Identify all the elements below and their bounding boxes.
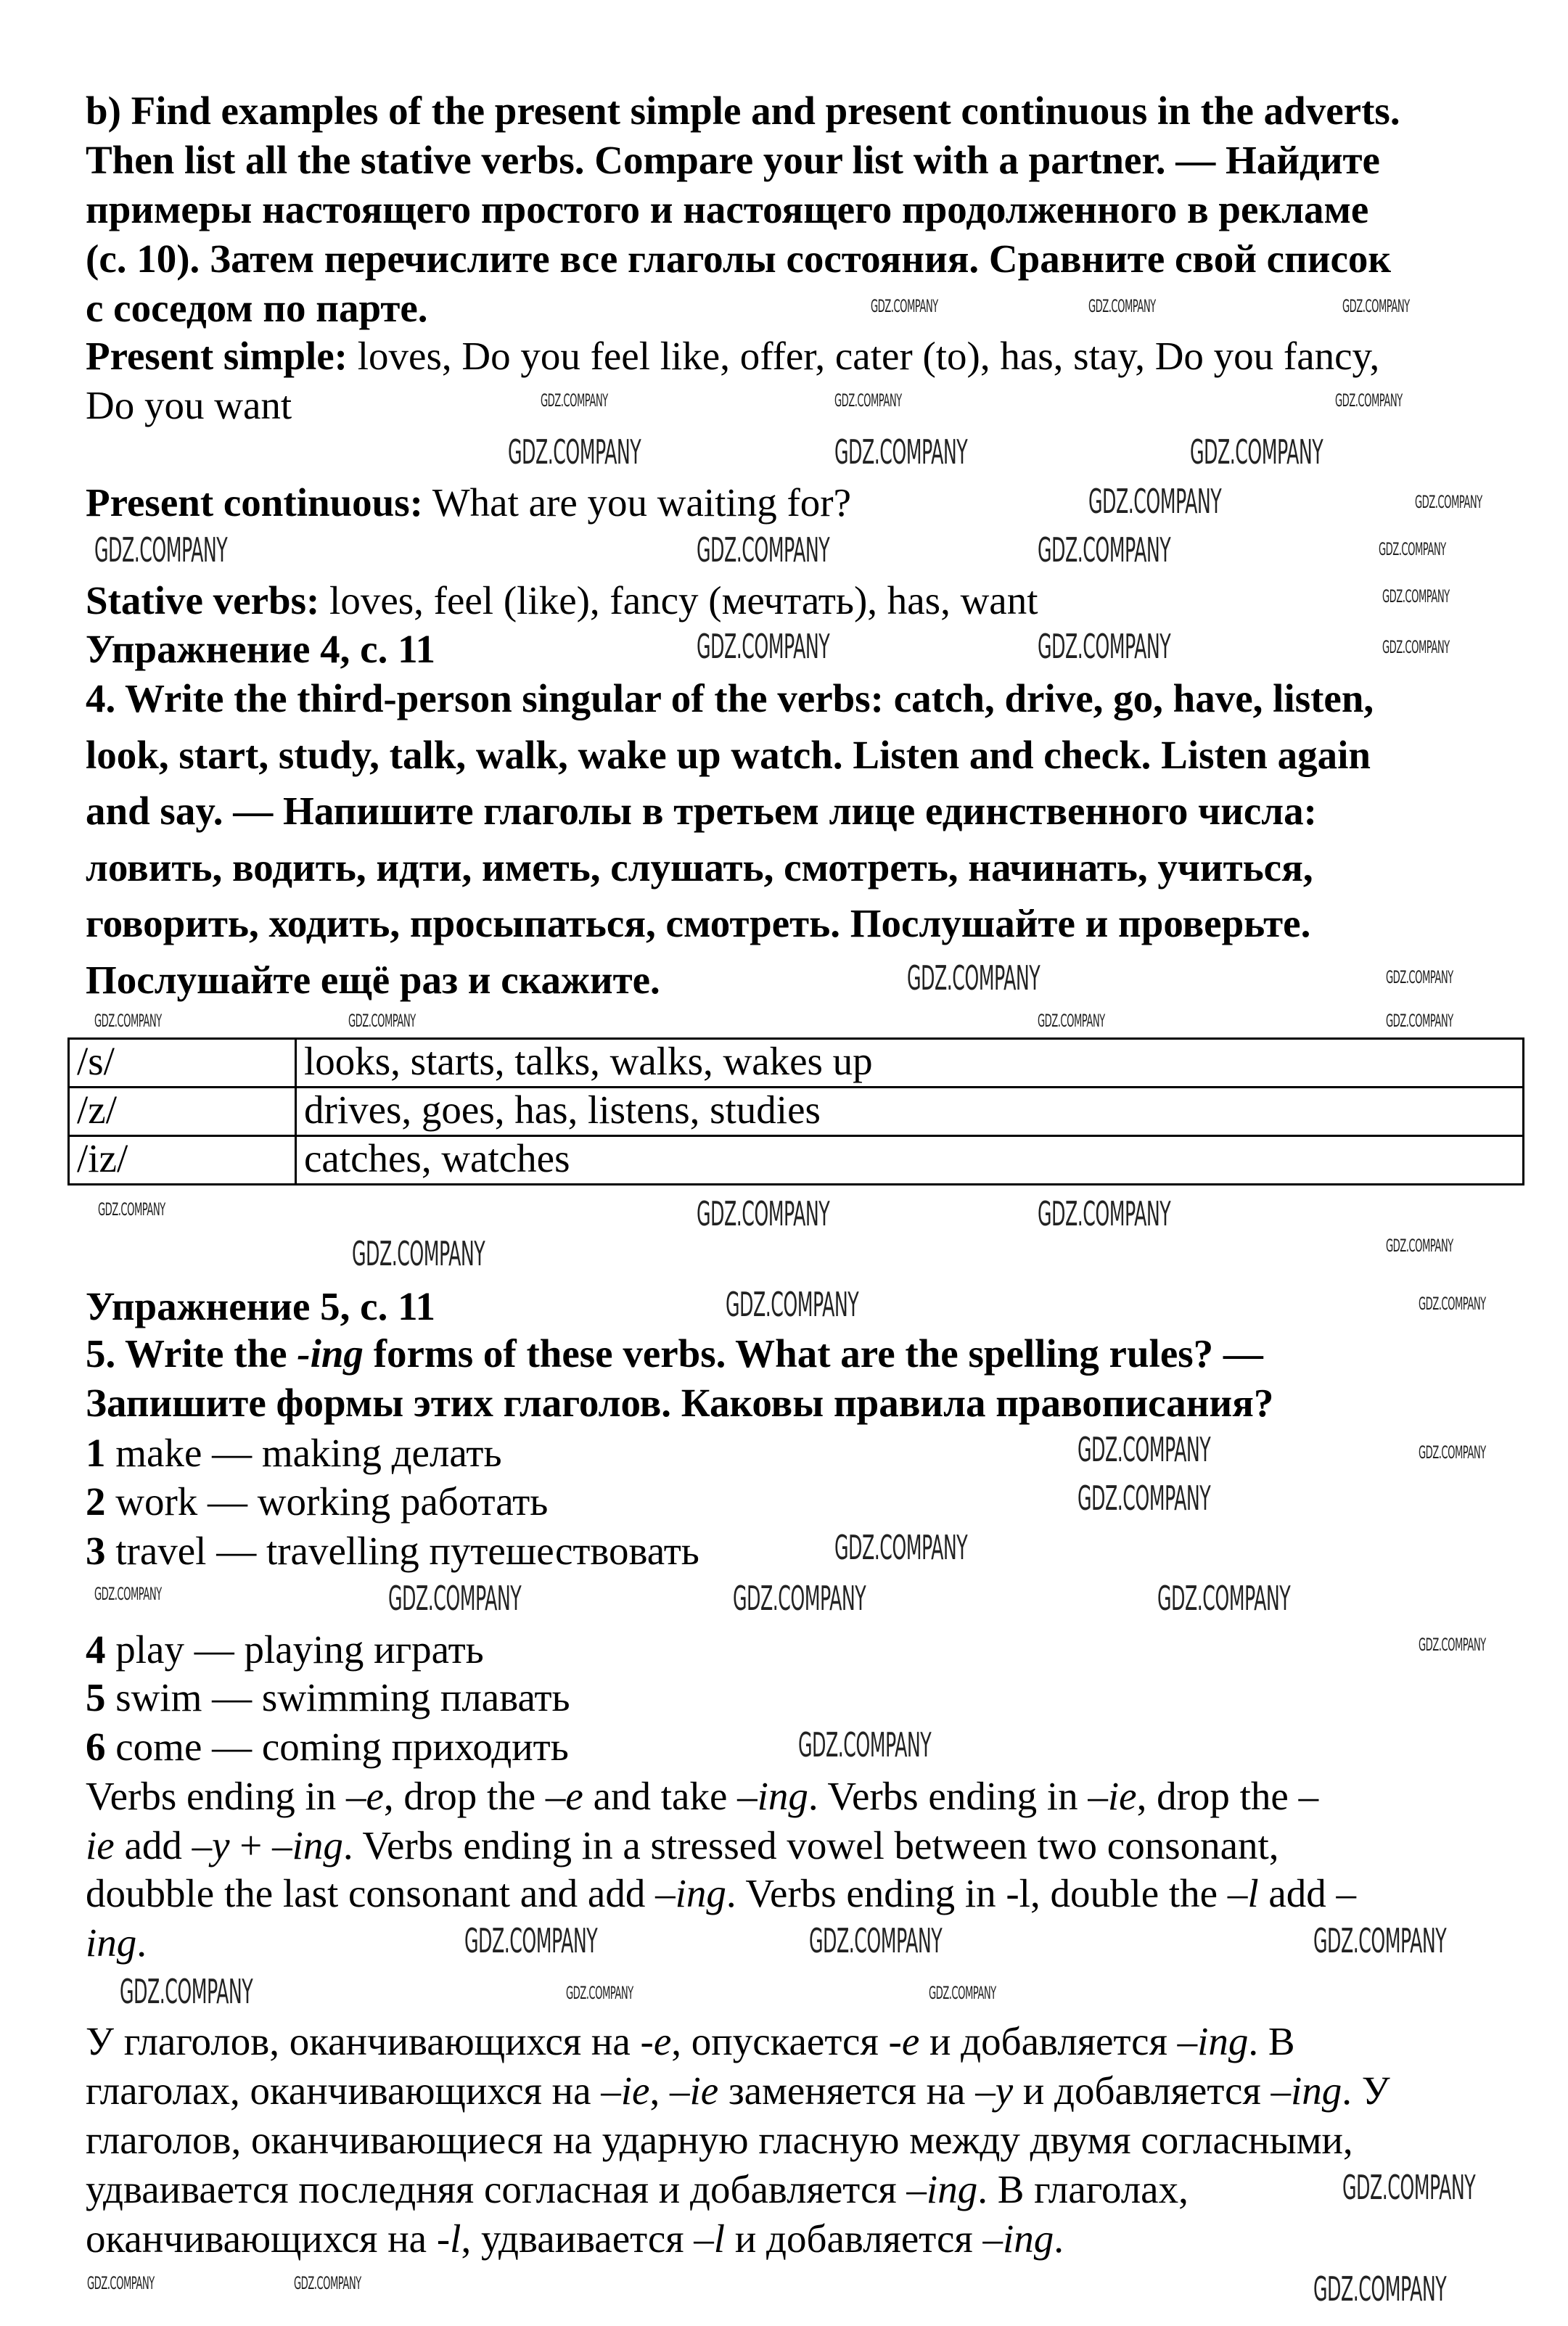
- watermark: GDZ.COMPANY: [1386, 1011, 1453, 1031]
- watermark: GDZ.COMPANY: [1078, 1430, 1211, 1469]
- watermark: GDZ.COMPANY: [464, 1921, 598, 1960]
- watermark: GDZ.COMPANY: [541, 390, 608, 411]
- text-line: [86, 787, 1317, 835]
- text-segment: look, start, study, talk, walk, wake up watch. Listen and check. Listen again: [86, 733, 1371, 777]
- text-segment: forms of these verbs. What are the spelling rules? —: [363, 1331, 1263, 1376]
- watermark: GDZ.COMPANY: [1335, 390, 1403, 411]
- watermark: GDZ.COMPANY: [388, 1579, 522, 1618]
- text-segment: –ing: [982, 2216, 1054, 2261]
- text-line: [86, 2018, 1295, 2066]
- text-line: [86, 1478, 548, 1526]
- text-segment: говорить, ходить, просыпаться, смотреть. Послушайте и проверьте.: [86, 901, 1311, 945]
- text-line: [86, 625, 435, 673]
- text-segment: travel — travelling путешествовать: [105, 1529, 699, 1573]
- text-line: [86, 1674, 570, 1722]
- text-segment: Verbs ending in: [86, 1774, 346, 1818]
- sound-cell: /z/: [69, 1088, 296, 1136]
- watermark: GDZ.COMPANY: [1386, 1236, 1453, 1256]
- text-segment: –ing: [737, 1774, 808, 1818]
- phonetics-table: [67, 1037, 1524, 1185]
- verbs-cell: drives, goes, has, listens, studies: [296, 1088, 1524, 1136]
- text-segment: –y: [975, 2068, 1014, 2113]
- watermark: GDZ.COMPANY: [798, 1725, 932, 1764]
- watermark: GDZ.COMPANY: [1078, 1479, 1211, 1518]
- text-line: [86, 2067, 1390, 2115]
- text-segment: play — playing играть: [105, 1627, 484, 1672]
- text-segment: . У: [1342, 2068, 1390, 2113]
- text-line: [86, 1626, 484, 1674]
- watermark: GDZ.COMPANY: [348, 1011, 416, 1031]
- text-segment: глаголах, оканчивающихся на: [86, 2068, 602, 2113]
- watermark: GDZ.COMPANY: [1190, 432, 1323, 472]
- text-segment: work — working работать: [105, 1479, 549, 1524]
- text-line: [86, 1527, 699, 1575]
- watermark: GDZ.COMPANY: [809, 1921, 943, 1960]
- table-row: [69, 1088, 1524, 1136]
- watermark: GDZ.COMPANY: [94, 1584, 162, 1604]
- watermark: GDZ.COMPANY: [1313, 1921, 1447, 1960]
- watermark: GDZ.COMPANY: [907, 958, 1040, 998]
- text-segment: 5: [86, 1675, 106, 1719]
- text-segment: ловить, водить, идти, иметь, слушать, смотреть, начинать, учиться,: [86, 845, 1313, 889]
- text-segment: Запишите формы этих глаголов. Каковы правила правописания?: [86, 1381, 1274, 1425]
- watermark: GDZ.COMPANY: [120, 1972, 253, 2011]
- text-line: [86, 900, 1310, 948]
- verbs-cell: catches, watches: [296, 1136, 1524, 1185]
- text-segment: 3: [86, 1529, 106, 1573]
- text-line: [86, 235, 1391, 283]
- text-segment: Present continuous:: [86, 480, 423, 525]
- watermark: GDZ.COMPANY: [834, 432, 968, 472]
- text-segment: удваивается последняя согласная и добавляется: [86, 2167, 907, 2211]
- watermark: GDZ.COMPANY: [508, 432, 641, 472]
- text-line: [86, 1283, 435, 1331]
- text-segment: loves, Do you feel like, offer, cater (to), has, stay, Do you fancy,: [348, 334, 1380, 378]
- text-segment: 5. Write the: [86, 1331, 297, 1376]
- text-segment: –ing: [655, 1871, 726, 1915]
- text-segment: Упражнение 5, с. 11: [86, 1284, 436, 1328]
- text-segment: и добавляется: [1013, 2068, 1271, 2113]
- watermark: GDZ.COMPANY: [94, 530, 228, 570]
- text-line: [86, 1870, 1356, 1918]
- text-line: [86, 1772, 1318, 1820]
- watermark: GDZ.COMPANY: [352, 1234, 485, 1273]
- watermark: GDZ.COMPANY: [1313, 2269, 1447, 2309]
- watermark: GDZ.COMPANY: [1038, 1011, 1105, 1031]
- text-segment: +: [229, 1823, 273, 1867]
- text-line: [86, 87, 1400, 135]
- text-segment: . Verbs ending in: [808, 1774, 1088, 1818]
- text-segment: заменяется на: [718, 2068, 976, 2113]
- text-segment: l: [450, 2216, 461, 2261]
- watermark: GDZ.COMPANY: [87, 2273, 155, 2293]
- sound-cell: /s/: [69, 1039, 296, 1088]
- watermark: GDZ.COMPANY: [733, 1579, 866, 1618]
- text-segment: 4. Write the third-person singular of the verbs: catch, drive, go, have, listen,: [86, 676, 1374, 720]
- text-line: [86, 1723, 569, 1771]
- text-segment: , drop the: [383, 1774, 546, 1818]
- text-line: [86, 1429, 502, 1477]
- text-segment: –ing: [1177, 2019, 1249, 2063]
- watermark: GDZ.COMPANY: [1038, 627, 1171, 666]
- watermark: GDZ.COMPANY: [1379, 539, 1446, 559]
- text-line: [86, 382, 292, 430]
- text-segment: Послушайте ещё раз и скажите.: [86, 958, 660, 1002]
- watermark: GDZ.COMPANY: [1382, 637, 1450, 657]
- text-segment: –ie: [1088, 1774, 1137, 1818]
- watermark: GDZ.COMPANY: [834, 390, 902, 411]
- text-segment: , удваивается: [461, 2216, 694, 2261]
- text-segment: ,: [649, 2068, 670, 2113]
- text-segment: . В глаголах,: [977, 2167, 1189, 2211]
- text-line: [86, 956, 660, 1004]
- text-segment: e: [901, 2019, 920, 2063]
- text-segment: –l: [694, 2216, 726, 2261]
- text-segment: и добавляется: [919, 2019, 1178, 2063]
- sound-cell: /iz/: [69, 1136, 296, 1185]
- text-segment: add: [114, 1823, 192, 1867]
- text-segment: с соседом по парте.: [86, 286, 428, 330]
- watermark: GDZ.COMPANY: [1088, 296, 1156, 316]
- text-line: [86, 1919, 147, 1967]
- watermark: GDZ.COMPANY: [726, 1285, 859, 1324]
- text-segment: swim — swimming плавать: [105, 1675, 570, 1719]
- watermark: GDZ.COMPANY: [929, 1983, 996, 2003]
- text-segment: make — making делать: [105, 1431, 502, 1475]
- text-segment: примеры настоящего простого и настоящего продолженного в рекламе: [86, 187, 1369, 231]
- text-segment: doubble the last consonant and add: [86, 1871, 656, 1915]
- watermark: GDZ.COMPANY: [1342, 296, 1410, 316]
- text-line: [86, 675, 1374, 723]
- text-line: [86, 136, 1380, 184]
- watermark: GDZ.COMPANY: [1382, 586, 1450, 607]
- text-line: [86, 1330, 1263, 1378]
- text-segment: ie: [86, 1823, 115, 1867]
- text-segment: оканчивающихся на -: [86, 2216, 451, 2261]
- text-segment: глаголов, оканчивающиеся на ударную гласную между двумя согласными,: [86, 2118, 1353, 2162]
- watermark: GDZ.COMPANY: [871, 296, 938, 316]
- text-segment: .: [136, 1920, 147, 1965]
- text-line: [86, 332, 1379, 380]
- text-segment: –ie: [669, 2068, 719, 2113]
- text-line: [86, 186, 1368, 234]
- watermark: GDZ.COMPANY: [1419, 1294, 1486, 1314]
- text-line: [86, 1822, 1279, 1870]
- text-segment: –e: [345, 1774, 384, 1818]
- text-line: [86, 844, 1313, 892]
- text-segment: . Verbs ending in a stressed vowel between two consonant,: [342, 1823, 1279, 1867]
- text-line: [86, 731, 1371, 779]
- text-segment: –l: [1227, 1871, 1259, 1915]
- verbs-cell: looks, starts, talks, walks, wakes up: [296, 1039, 1524, 1088]
- watermark: GDZ.COMPANY: [98, 1199, 165, 1220]
- watermark: GDZ.COMPANY: [834, 1528, 968, 1567]
- text-segment: b) Find examples of the present simple and present continuous in the adverts.: [86, 89, 1400, 133]
- text-segment: У глаголов, оканчивающихся на -: [86, 2019, 654, 2063]
- text-segment: What are you waiting for?: [422, 480, 851, 525]
- watermark: GDZ.COMPANY: [294, 2273, 361, 2293]
- text-segment: , опускается -: [671, 2019, 902, 2063]
- text-segment: Then list all the stative verbs. Compare your list with a partner. — Найдите: [86, 138, 1380, 182]
- text-segment: Do you want: [86, 383, 292, 427]
- text-segment: –e: [545, 1774, 583, 1818]
- watermark: GDZ.COMPANY: [697, 1194, 830, 1233]
- watermark: GDZ.COMPANY: [1038, 530, 1171, 570]
- text-segment: –ie: [601, 2068, 650, 2113]
- watermark: GDZ.COMPANY: [566, 1983, 633, 2003]
- watermark: GDZ.COMPANY: [94, 1011, 162, 1031]
- table-row: [69, 1039, 1524, 1088]
- watermark: GDZ.COMPANY: [1088, 482, 1222, 521]
- text-segment: –ing: [272, 1823, 343, 1867]
- text-line: [86, 479, 851, 527]
- watermark: GDZ.COMPANY: [1419, 1442, 1486, 1463]
- text-segment: , drop the –: [1136, 1774, 1319, 1818]
- text-segment: ing: [86, 1920, 137, 1965]
- watermark: GDZ.COMPANY: [1415, 492, 1482, 512]
- text-segment: –y: [192, 1823, 230, 1867]
- text-line: [86, 1379, 1273, 1427]
- text-segment: и добавляется: [725, 2216, 983, 2261]
- watermark: GDZ.COMPANY: [697, 627, 830, 666]
- text-segment: . Verbs ending in -l, double the: [726, 1871, 1228, 1915]
- text-segment: add –: [1258, 1871, 1357, 1915]
- text-segment: .: [1054, 2216, 1064, 2261]
- text-segment: loves, feel (like), fancy (мечтать), has, want: [319, 578, 1038, 622]
- watermark: GDZ.COMPANY: [1342, 2168, 1476, 2207]
- text-segment: 1: [86, 1431, 106, 1475]
- text-segment: Stative verbs:: [86, 578, 320, 622]
- text-segment: come — coming приходить: [105, 1725, 569, 1769]
- watermark: GDZ.COMPANY: [1386, 967, 1453, 987]
- text-segment: 2: [86, 1479, 106, 1524]
- text-segment: –ing: [906, 2167, 978, 2211]
- watermark: GDZ.COMPANY: [1038, 1194, 1171, 1233]
- text-segment: . В: [1248, 2019, 1295, 2063]
- table-row: [69, 1136, 1524, 1185]
- watermark: GDZ.COMPANY: [697, 530, 830, 570]
- text-segment: Упражнение 4, с. 11: [86, 627, 436, 671]
- text-segment: 6: [86, 1725, 106, 1769]
- text-segment: Present simple:: [86, 334, 348, 378]
- text-line: [86, 2166, 1189, 2214]
- text-segment: -ing: [297, 1331, 364, 1376]
- text-segment: –ing: [1271, 2068, 1342, 2113]
- text-segment: e: [653, 2019, 672, 2063]
- text-line: [86, 2116, 1353, 2164]
- text-segment: (с. 10). Затем перечислите все глаголы состояния. Сравните свой список: [86, 237, 1392, 281]
- watermark: GDZ.COMPANY: [1419, 1635, 1486, 1655]
- text-segment: 4: [86, 1627, 106, 1672]
- watermark: GDZ.COMPANY: [1157, 1579, 1291, 1618]
- text-segment: and say. — Напишите глаголы в третьем лице единственного числа:: [86, 789, 1317, 833]
- text-line: [86, 2215, 1064, 2263]
- text-segment: and take: [583, 1774, 738, 1818]
- text-line: [86, 284, 428, 332]
- text-line: [86, 577, 1038, 625]
